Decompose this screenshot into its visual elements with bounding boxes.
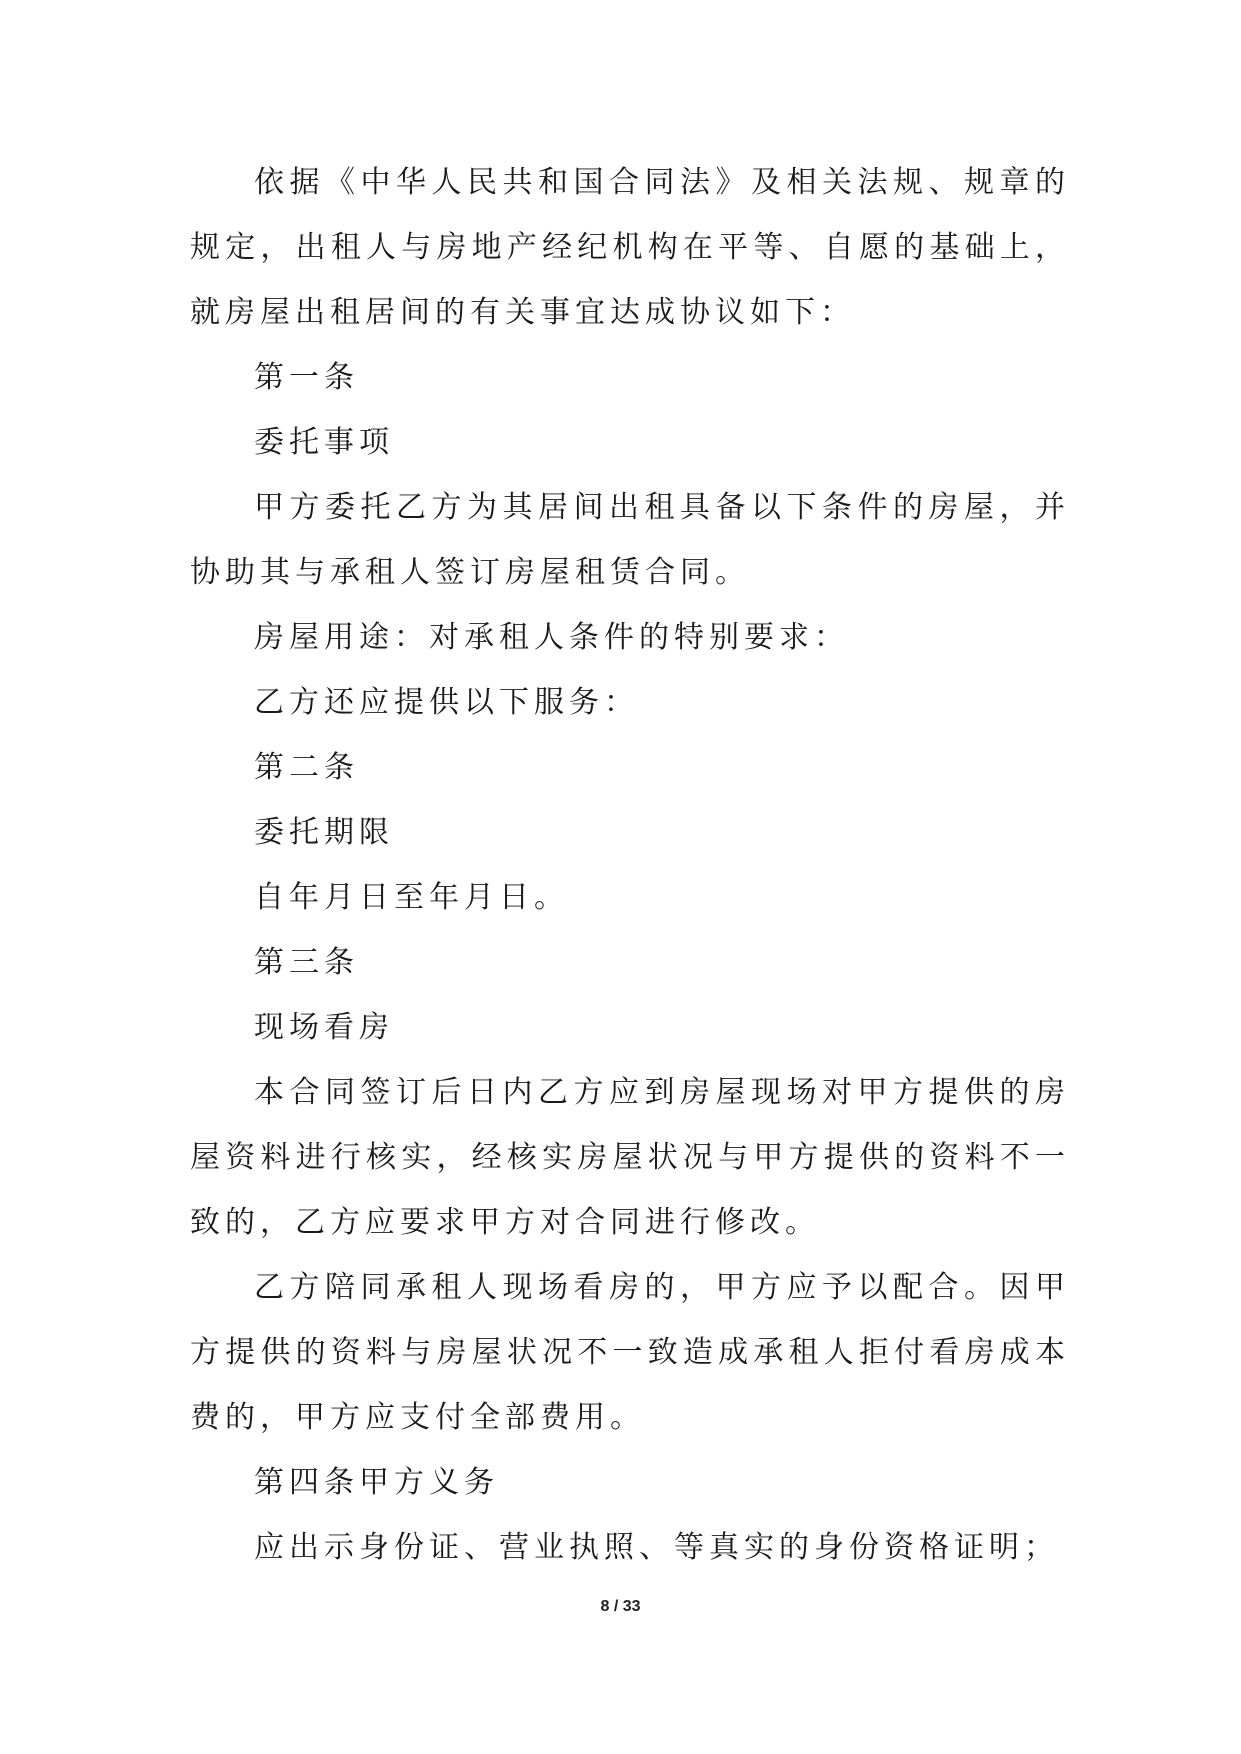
article-3-heading: 现场看房 xyxy=(254,1010,394,1045)
article-3-number: 第三条 xyxy=(254,945,359,980)
article-2-number: 第二条 xyxy=(254,750,359,785)
article-1-house-use: 房屋用途：对承租人条件的特别要求： xyxy=(254,620,849,655)
article-1-paragraph: 甲方委托乙方为其居间出租具备以下条件的房屋，并协助其与承租人签订房屋租赁合同。 xyxy=(190,490,1070,590)
article-1-heading: 委托事项 xyxy=(254,425,394,460)
paragraph-preamble: 依据《中华人民共和国合同法》及相关法规、规章的规定，出租人与房地产经纪机构在平等、自愿的基础上，就房屋出租居间的有关事宜达成协议如下： xyxy=(190,165,1070,330)
article-4-paragraph: 应出示身份证、营业执照、等真实的身份资格证明； xyxy=(254,1530,1059,1565)
page-number: 8 / 33 xyxy=(600,1598,641,1615)
article-1-services: 乙方还应提供以下服务： xyxy=(254,685,639,720)
article-2-heading: 委托期限 xyxy=(254,815,394,850)
article-4-heading: 第四条甲方义务 xyxy=(254,1465,499,1500)
article-3-paragraph-2: 乙方陪同承租人现场看房的，甲方应予以配合。因甲方提供的资料与房屋状况不一致造成承租人拒付看房成本费的，甲方应支付全部费用。 xyxy=(190,1270,1070,1435)
document-body xyxy=(190,150,1070,1580)
article-3-paragraph-1: 本合同签订后日内乙方应到房屋现场对甲方提供的房屋资料进行核实，经核实房屋状况与甲方提供的资料不一致的，乙方应要求甲方对合同进行修改。 xyxy=(190,1075,1070,1240)
article-2-paragraph: 自年月日至年月日。 xyxy=(254,880,569,915)
article-1-number: 第一条 xyxy=(254,360,359,395)
